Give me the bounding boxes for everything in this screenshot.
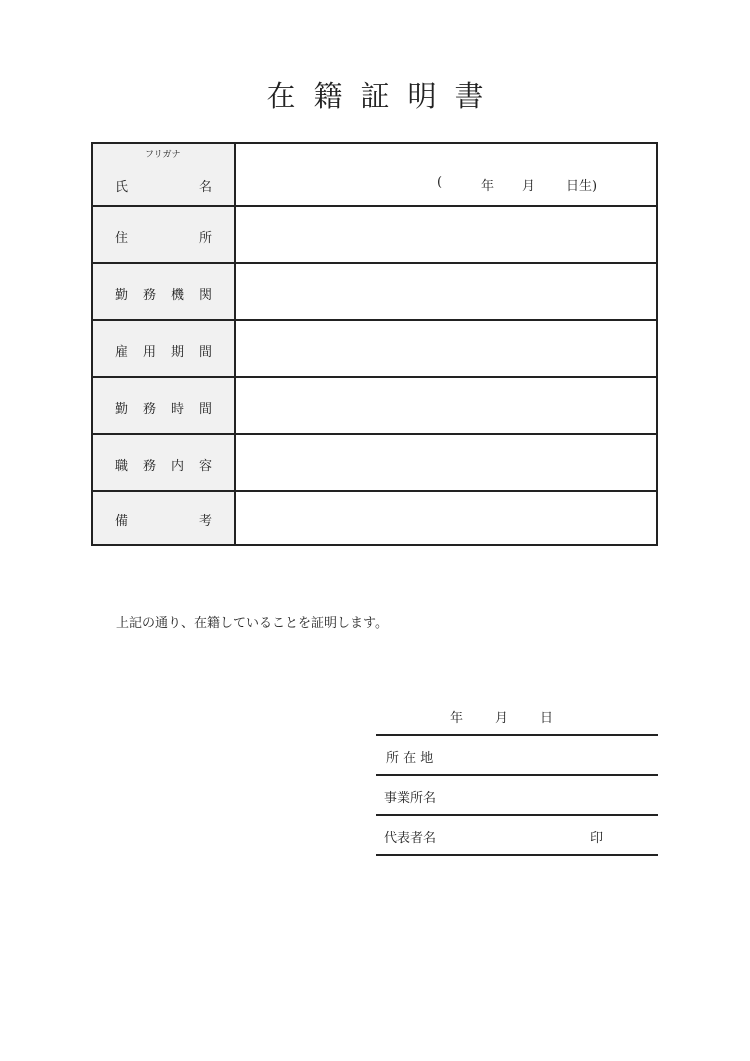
title-char: 書 <box>454 79 484 113</box>
label-char: 関 <box>198 288 212 303</box>
label-cell <box>93 492 236 544</box>
label-char: 住 <box>115 231 129 246</box>
row-employer <box>93 264 656 321</box>
title-char: 明 <box>407 79 437 113</box>
title-char: 籍 <box>313 79 343 113</box>
label-char: 用 <box>142 345 156 360</box>
title-char: 在 <box>266 79 296 113</box>
label-cell <box>93 378 236 433</box>
label-char: 職 <box>115 459 129 474</box>
employer-field[interactable] <box>236 264 656 319</box>
label-char: 機 <box>170 288 184 303</box>
label-char: 務 <box>142 402 156 417</box>
employment-period-field[interactable] <box>236 321 656 376</box>
name-field[interactable] <box>236 144 656 205</box>
row-employment-period <box>93 321 656 378</box>
row-remarks <box>93 492 656 544</box>
birth-day: 日生) <box>566 179 598 194</box>
label-char: 容 <box>198 459 212 474</box>
label-char: 時 <box>170 402 184 417</box>
seal-mark: 印 <box>590 831 604 846</box>
label-cell <box>93 435 236 490</box>
row-job-description <box>93 435 656 492</box>
label-char: 務 <box>142 288 156 303</box>
job-description-field[interactable] <box>236 435 656 490</box>
label-char: 内 <box>170 459 184 474</box>
date-month: 月 <box>495 711 509 726</box>
row-working-hours <box>93 378 656 435</box>
label-char: 名 <box>198 180 212 195</box>
label-char: 間 <box>198 402 212 417</box>
row-name <box>93 144 656 207</box>
birth-year: 年 <box>481 179 495 194</box>
title-char: 証 <box>360 79 390 113</box>
row-address <box>93 207 656 264</box>
representative-label: 代表者名 <box>384 831 437 846</box>
birth-paren: ( <box>437 175 443 190</box>
certification-statement: 上記の通り、在籍していることを証明します。 <box>116 616 388 631</box>
birth-month: 月 <box>522 179 536 194</box>
label-char: 考 <box>198 514 212 529</box>
office-name-input[interactable] <box>450 776 658 814</box>
label-char: 所 <box>198 231 212 246</box>
label-char: 氏 <box>115 180 129 195</box>
document-title <box>0 74 750 115</box>
label-cell <box>93 207 236 262</box>
label-char: 備 <box>115 514 129 529</box>
info-table <box>91 142 658 546</box>
date-year: 年 <box>450 711 464 726</box>
label-char: 勤 <box>115 288 129 303</box>
furigana-label: フリガナ <box>145 150 181 160</box>
address-field[interactable] <box>236 207 656 262</box>
office-name-label: 事業所名 <box>384 791 437 806</box>
divider <box>376 854 658 856</box>
label-cell <box>93 144 236 205</box>
label-cell <box>93 264 236 319</box>
label-cell <box>93 321 236 376</box>
working-hours-field[interactable] <box>236 378 656 433</box>
label-char: 勤 <box>115 402 129 417</box>
label-char: 務 <box>142 459 156 474</box>
label-char: 間 <box>198 345 212 360</box>
date-day: 日 <box>540 711 554 726</box>
remarks-field[interactable] <box>236 492 656 544</box>
address-label: 所 在 地 <box>386 751 434 766</box>
label-char: 雇 <box>115 345 129 360</box>
label-char: 期 <box>170 345 184 360</box>
address-input[interactable] <box>450 736 658 774</box>
representative-input[interactable] <box>450 816 580 854</box>
